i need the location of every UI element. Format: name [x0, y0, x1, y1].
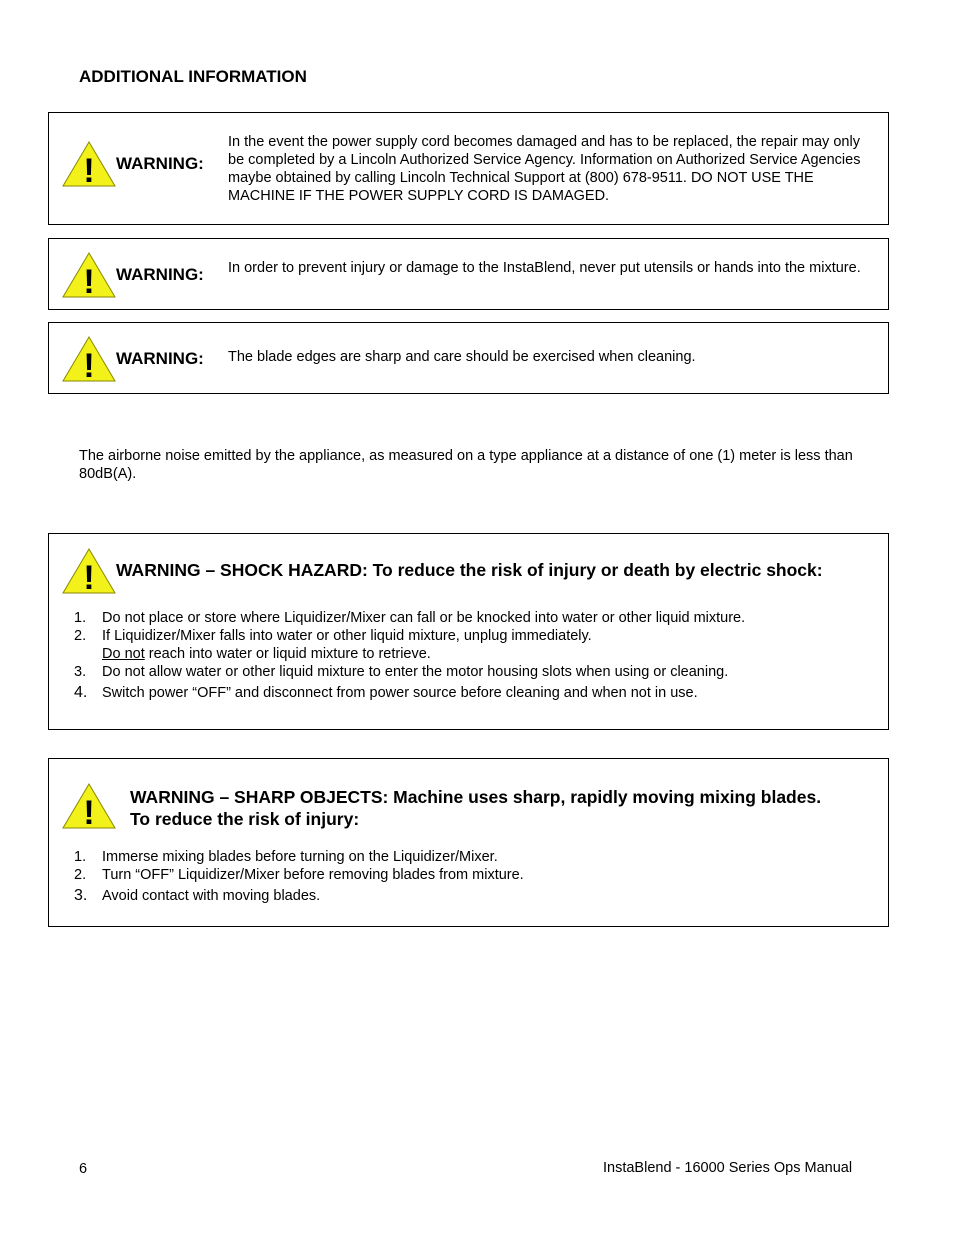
warning-box-utensils: [48, 238, 889, 310]
sharp-objects-title-line1: WARNING – SHARP OBJECTS: Machine uses sharp, rapidly moving mixing blades.: [130, 787, 822, 807]
list-item-number: 3.: [74, 887, 88, 904]
list-item: [74, 866, 874, 884]
warning-label: WARNING:: [116, 265, 204, 284]
shock-hazard-list: [74, 609, 874, 702]
list-item-number: 2.: [74, 628, 87, 644]
list-item-number: 1.: [74, 849, 87, 865]
list-item-number: 2.: [74, 867, 87, 883]
manual-title: InstaBlend - 16000 Series Ops Manual: [603, 1160, 853, 1176]
list-item-text-continued: reach into water or liquid mixture to retrieve.: [144, 646, 431, 662]
svg-text:!: !: [83, 152, 95, 188]
warning-triangle-icon: [61, 782, 117, 830]
list-item-text: Turn “OFF” Liquidizer/Mixer before removing blades from mixture.: [102, 867, 524, 883]
svg-text:!: !: [83, 347, 95, 383]
underlined-text: Do not: [102, 646, 145, 662]
sharp-objects-list: [74, 848, 874, 905]
list-item-number: 4.: [74, 684, 88, 701]
list-item-number: 3.: [74, 664, 87, 680]
list-item: [74, 627, 874, 663]
list-item-text: If Liquidizer/Mixer falls into water or other liquid mixture, unplug immediately.: [102, 628, 592, 644]
list-item: [74, 684, 874, 702]
page-number: 6: [79, 1161, 88, 1177]
list-item-text: Switch power “OFF” and disconnect from power source before cleaning and when not in use.: [102, 685, 698, 701]
warning-box-power-cord: [48, 112, 889, 225]
shock-hazard-box: [48, 533, 889, 730]
page-heading: ADDITIONAL INFORMATION: [79, 67, 307, 86]
warning-triangle-icon: [61, 251, 117, 299]
warning-text: In order to prevent injury or damage to the InstaBlend, never put utensils or hands into the mixture.: [228, 260, 861, 276]
warning-label: WARNING:: [116, 349, 204, 368]
sharp-objects-box: [48, 758, 889, 927]
svg-text:!: !: [83, 559, 95, 595]
warning-label: WARNING:: [116, 154, 204, 173]
sharp-objects-title: [130, 786, 885, 830]
warning-text: In the event the power supply cord becomes damaged and has to be replaced, the repair may only be completed by a Lincoln Authorized Service Agency. Information on Authorized Service Agencies maybe obtained by calling Lincoln Technical Support at (800) 678-9511. DO NOT USE THE MACHINE IF THE POWER SUPPLY CORD IS DAMAGED.: [228, 134, 861, 204]
warning-triangle-icon: [61, 335, 117, 383]
warning-triangle-icon: [61, 547, 117, 595]
warning-text: The blade edges are sharp and care should be exercised when cleaning.: [228, 349, 696, 365]
noise-statement: The airborne noise emitted by the appliance, as measured on a type appliance at a distance of one (1) meter is less than 80dB(A).: [79, 448, 853, 482]
list-item-text: Avoid contact with moving blades.: [102, 888, 321, 904]
svg-text:!: !: [83, 794, 95, 830]
list-item-text: Do not allow water or other liquid mixture to enter the motor housing slots when using or cleaning.: [102, 664, 729, 680]
list-item: [74, 848, 874, 866]
list-item-text: Do not place or store where Liquidizer/Mixer can fall or be knocked into water or other liquid mixture.: [102, 610, 746, 626]
svg-text:!: !: [83, 263, 95, 299]
list-item-text: Immerse mixing blades before turning on the Liquidizer/Mixer.: [102, 849, 498, 865]
list-item: [74, 609, 874, 627]
list-item: [74, 887, 874, 905]
sharp-objects-title-line2: To reduce the risk of injury:: [130, 809, 360, 829]
list-item: [74, 663, 874, 681]
warning-triangle-icon: [61, 140, 117, 188]
warning-box-blade-edges: [48, 322, 889, 394]
shock-hazard-title: WARNING – SHOCK HAZARD: To reduce the risk of injury or death by electric shock:: [116, 560, 823, 580]
list-item-number: 1.: [74, 610, 87, 626]
